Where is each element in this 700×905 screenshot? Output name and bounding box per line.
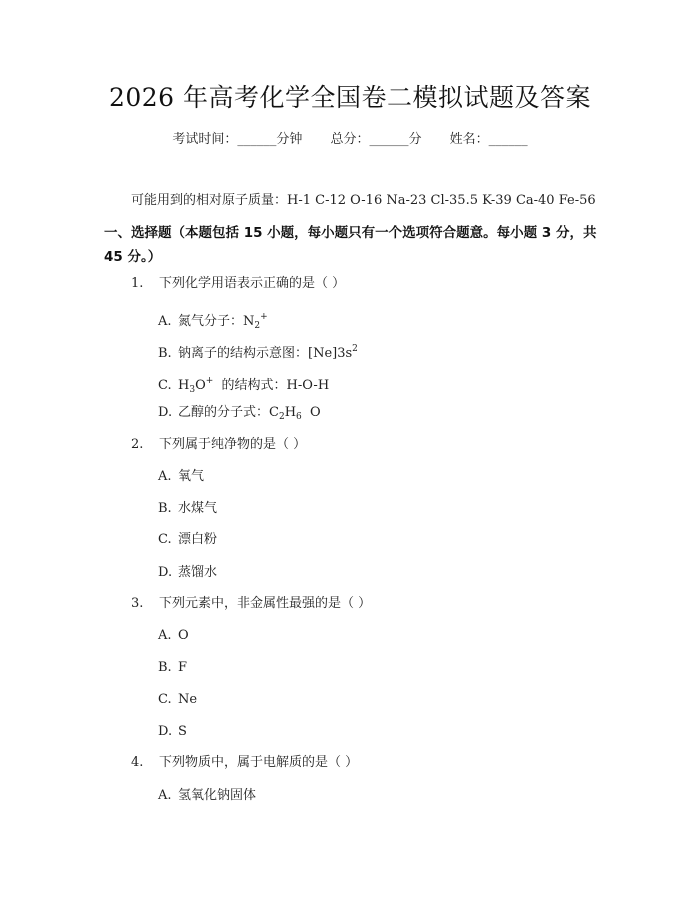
option-text: 水煤气 <box>178 501 218 516</box>
option-text: F <box>178 660 188 675</box>
option-letter: D. <box>158 405 173 420</box>
option-text: 氢氧化钠固体 <box>178 788 257 803</box>
atomic-masses-note: 可能用到的相对原子质量：H-1 C-12 O-16 Na-23 Cl-35.5 K-39 Ca-40 Fe-56 <box>131 193 596 208</box>
question-stem: 下列物质中，属于电解质的是（ ） <box>159 755 359 770</box>
total-score-field: 总分：______分 <box>330 132 422 147</box>
question-number: 4. <box>131 755 144 770</box>
question-number: 2. <box>131 437 144 452</box>
question-stem: 下列属于纯净物的是（ ） <box>159 437 307 452</box>
option-letter: D. <box>158 565 173 580</box>
option-text: S <box>178 724 187 739</box>
question-stem: 下列元素中，非金属性最强的是（ ） <box>159 596 372 611</box>
option-letter: A. <box>158 314 172 329</box>
option-text: 蒸馏水 <box>178 565 218 580</box>
question-1-option-b <box>158 338 358 365</box>
question-3-option-a <box>158 625 189 647</box>
question-1-option-d <box>158 402 321 428</box>
question-1 <box>131 273 345 295</box>
option-letter: B. <box>158 501 172 516</box>
question-number: 3. <box>131 596 144 611</box>
option-letter: D. <box>158 724 173 739</box>
question-3-option-c <box>158 689 197 711</box>
option-letter: B. <box>158 660 172 675</box>
subscript: 2 <box>254 321 261 331</box>
option-text: H <box>178 378 190 393</box>
option-text: 乙醇的分子式：C <box>178 405 279 420</box>
option-text: 氮气分子：N <box>178 314 255 329</box>
option-text: 漂白粉 <box>178 532 218 547</box>
option-text: H <box>284 405 297 420</box>
option-text: 的结构式：H-O-H <box>213 378 330 393</box>
question-2-option-d <box>158 562 217 584</box>
student-name-field: 姓名：______ <box>449 132 528 147</box>
question-4 <box>131 752 358 774</box>
option-letter: C. <box>158 692 172 707</box>
question-2 <box>131 434 306 456</box>
subscript: 2 <box>278 412 285 422</box>
option-text: Ne <box>178 692 198 707</box>
question-4-option-a <box>158 785 256 807</box>
question-1-option-c <box>158 370 329 401</box>
subscript: 6 <box>296 412 302 422</box>
option-text: 钠离子的结构示意图：[Ne]3s <box>178 346 353 361</box>
question-number: 1. <box>131 276 144 291</box>
exam-meta <box>0 129 700 151</box>
option-text: O <box>301 405 321 420</box>
option-letter: A. <box>158 469 172 484</box>
option-text: O <box>178 628 189 643</box>
question-2-option-a <box>158 466 204 488</box>
option-letter: B. <box>158 346 172 361</box>
option-letter: A. <box>158 628 172 643</box>
question-2-option-b <box>158 498 217 520</box>
superscript: + <box>260 312 268 322</box>
option-letter: C. <box>158 532 172 547</box>
question-stem: 下列化学用语表示正确的是（ ） <box>159 276 346 291</box>
exam-time-field: 考试时间：______分钟 <box>172 132 303 147</box>
option-letter: C. <box>158 378 172 393</box>
question-1-option-a <box>158 306 268 337</box>
question-2-option-c <box>158 529 217 551</box>
subscript: 3 <box>189 385 196 395</box>
superscript: 2 <box>352 344 358 354</box>
section-heading: 一、选择题（本题包括 15 小题，每小题只有一个选项符合题意。每小题 3 分，共 45 分。） <box>104 225 597 265</box>
page-title: 2026 年高考化学全国卷二模拟试题及答案 <box>108 83 592 112</box>
superscript: + <box>205 376 214 386</box>
option-text: O <box>195 378 206 393</box>
question-3 <box>131 593 371 615</box>
question-3-option-d <box>158 721 187 743</box>
option-text: 氧气 <box>178 469 205 484</box>
question-3-option-b <box>158 657 187 679</box>
option-letter: A. <box>158 788 172 803</box>
